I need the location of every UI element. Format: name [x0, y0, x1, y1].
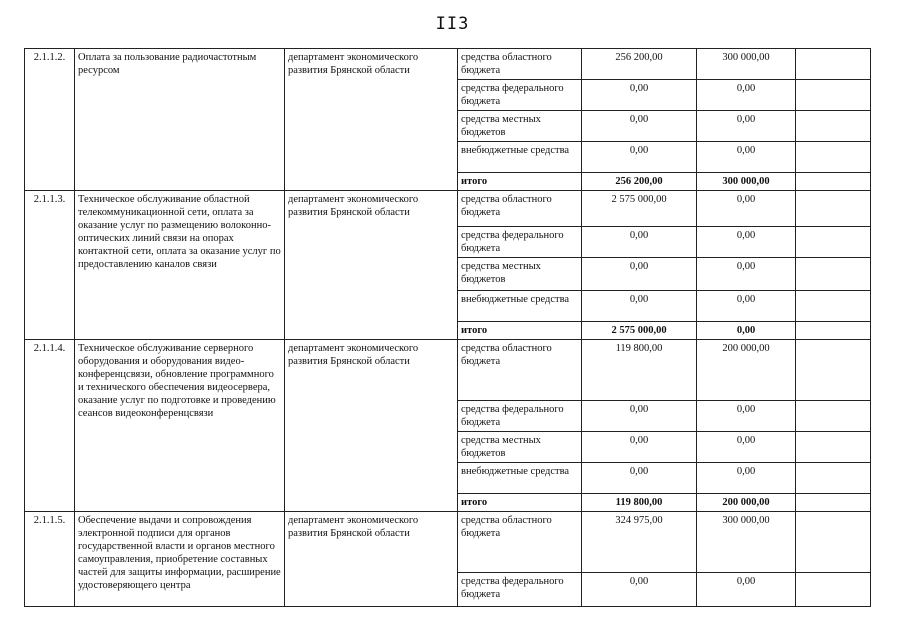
amount-year-1: 0,00	[582, 463, 697, 494]
amount-year-1: 0,00	[582, 432, 697, 463]
total-funding-source-label: итого	[458, 173, 582, 191]
funding-source-label: средства федерального бюджета	[458, 227, 582, 258]
total-amount-year-2: 0,00	[697, 322, 796, 340]
empty-cell	[796, 432, 871, 463]
table-row	[25, 512, 871, 573]
amount-year-2: 300 000,00	[697, 512, 796, 573]
empty-cell	[796, 340, 871, 401]
empty-cell	[796, 227, 871, 258]
measure-name: Обеспечение выдачи и сопровождения электронной подписи для органов государственной власти и органов местного самоуправления, приобретение составных частей для защиты информации, расширение удостоверяющего центра	[75, 512, 285, 607]
funding-source-label: средства областного бюджета	[458, 191, 582, 227]
total-amount-year-2: 300 000,00	[697, 173, 796, 191]
amount-year-2: 0,00	[697, 291, 796, 322]
amount-year-2: 0,00	[697, 258, 796, 291]
empty-cell	[796, 258, 871, 291]
total-amount-year-1: 119 800,00	[582, 494, 697, 512]
measure-name: Техническое обслуживание серверного оборудования и оборудования видео-конференцсвязи, обновление программного и технического обеспечения видеосервера, оказание услуг по подготовке и проведению сеансов видеоконференцсвязи	[75, 340, 285, 512]
amount-year-1: 0,00	[582, 401, 697, 432]
table-row	[25, 49, 871, 80]
table-body	[25, 49, 871, 607]
empty-cell	[796, 494, 871, 512]
amount-year-2: 0,00	[697, 401, 796, 432]
empty-cell	[796, 291, 871, 322]
amount-year-1: 0,00	[582, 258, 697, 291]
amount-year-2: 0,00	[697, 463, 796, 494]
amount-year-1: 256 200,00	[582, 49, 697, 80]
responsible-department: департамент экономического развития Брянской области	[285, 49, 458, 191]
empty-cell	[796, 401, 871, 432]
funding-source-label: средства местных бюджетов	[458, 432, 582, 463]
amount-year-1: 0,00	[582, 142, 697, 173]
measure-name: Техническое обслуживание областной телекоммуникационной сети, оплата за оказание услуг по размещению волоконно-оптических линий связи на опорах контактной сети, оплата за оказание услуг по предоставлению каналов связи	[75, 191, 285, 340]
amount-year-1: 0,00	[582, 227, 697, 258]
amount-year-1: 0,00	[582, 291, 697, 322]
funding-source-label: средства местных бюджетов	[458, 111, 582, 142]
amount-year-2: 0,00	[697, 573, 796, 607]
funding-source-label: средства областного бюджета	[458, 49, 582, 80]
measure-number: 2.1.1.5.	[25, 512, 75, 607]
amount-year-2: 0,00	[697, 80, 796, 111]
measure-number: 2.1.1.4.	[25, 340, 75, 512]
page-number: II3	[435, 14, 470, 34]
total-amount-year-2: 200 000,00	[697, 494, 796, 512]
total-amount-year-1: 2 575 000,00	[582, 322, 697, 340]
measure-number: 2.1.1.2.	[25, 49, 75, 191]
amount-year-1: 119 800,00	[582, 340, 697, 401]
total-funding-source-label: итого	[458, 322, 582, 340]
responsible-department: департамент экономического развития Брянской области	[285, 512, 458, 607]
empty-cell	[796, 111, 871, 142]
empty-cell	[796, 322, 871, 340]
amount-year-2: 0,00	[697, 432, 796, 463]
empty-cell	[796, 173, 871, 191]
empty-cell	[796, 80, 871, 111]
amount-year-1: 324 975,00	[582, 512, 697, 573]
funding-source-label: средства федерального бюджета	[458, 573, 582, 607]
funding-source-label: средства областного бюджета	[458, 512, 582, 573]
amount-year-1: 0,00	[582, 573, 697, 607]
funding-source-label: средства федерального бюджета	[458, 401, 582, 432]
table-row	[25, 340, 871, 401]
amount-year-2: 200 000,00	[697, 340, 796, 401]
total-funding-source-label: итого	[458, 494, 582, 512]
amount-year-2: 0,00	[697, 142, 796, 173]
amount-year-1: 2 575 000,00	[582, 191, 697, 227]
table-row	[25, 191, 871, 227]
budget-table	[24, 48, 871, 607]
empty-cell	[796, 191, 871, 227]
empty-cell	[796, 142, 871, 173]
measure-number: 2.1.1.3.	[25, 191, 75, 340]
amount-year-2: 0,00	[697, 227, 796, 258]
amount-year-2: 0,00	[697, 191, 796, 227]
amount-year-1: 0,00	[582, 111, 697, 142]
empty-cell	[796, 512, 871, 573]
total-amount-year-1: 256 200,00	[582, 173, 697, 191]
empty-cell	[796, 573, 871, 607]
measure-name: Оплата за пользование радиочастотным ресурсом	[75, 49, 285, 191]
amount-year-2: 0,00	[697, 111, 796, 142]
funding-source-label: внебюджетные средства	[458, 291, 582, 322]
funding-source-label: внебюджетные средства	[458, 463, 582, 494]
funding-source-label: внебюджетные средства	[458, 142, 582, 173]
responsible-department: департамент экономического развития Брянской области	[285, 191, 458, 340]
funding-source-label: средства федерального бюджета	[458, 80, 582, 111]
empty-cell	[796, 463, 871, 494]
amount-year-2: 300 000,00	[697, 49, 796, 80]
amount-year-1: 0,00	[582, 80, 697, 111]
funding-source-label: средства местных бюджетов	[458, 258, 582, 291]
funding-source-label: средства областного бюджета	[458, 340, 582, 401]
responsible-department: департамент экономического развития Брянской области	[285, 340, 458, 512]
empty-cell	[796, 49, 871, 80]
